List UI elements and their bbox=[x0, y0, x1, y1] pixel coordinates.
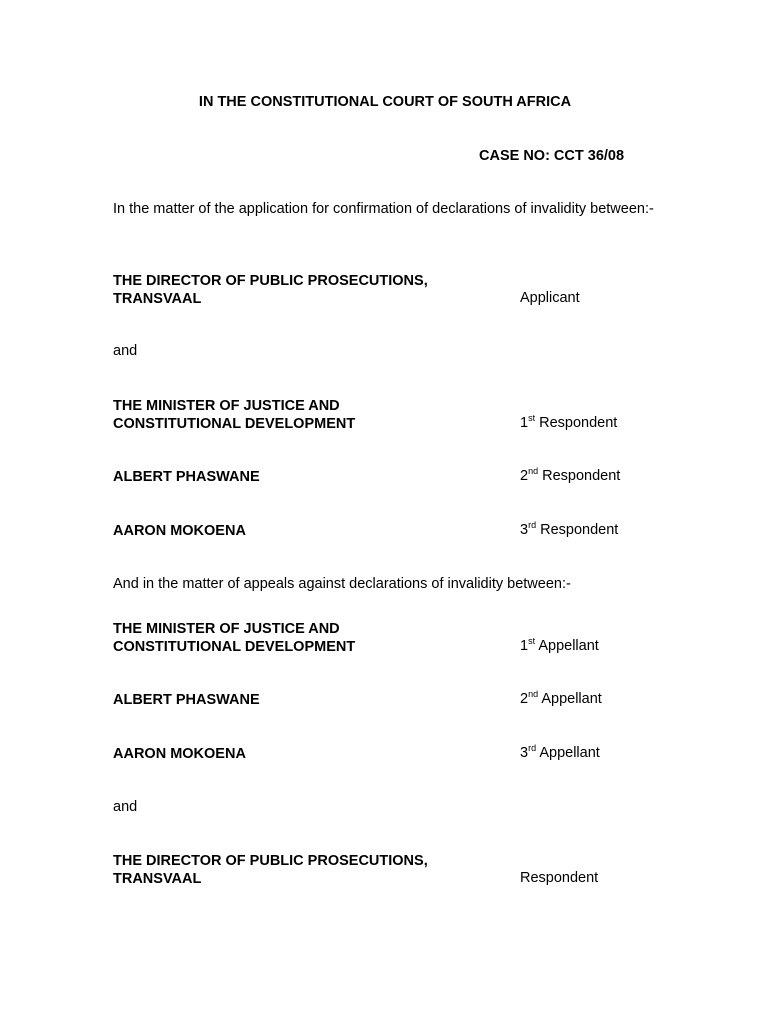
final-respondent-role: Respondent bbox=[520, 870, 599, 886]
ordinal-suffix: st bbox=[528, 636, 536, 646]
respondent-1-name-line1: THE MINISTER OF JUSTICE AND bbox=[113, 398, 340, 414]
applicant-role: Applicant bbox=[520, 290, 580, 306]
ordinal-suffix: rd bbox=[528, 743, 537, 753]
appellant-2-role bbox=[520, 691, 602, 707]
role-label: Appellant bbox=[538, 638, 599, 654]
respondent-2-name: ALBERT PHASWANE bbox=[113, 469, 260, 485]
appellant-1-name-line1: THE MINISTER OF JUSTICE AND bbox=[113, 621, 340, 637]
ordinal-number: 1 bbox=[520, 638, 529, 654]
respondent-1-role bbox=[520, 415, 617, 431]
ordinal-number: 3 bbox=[520, 522, 529, 538]
final-respondent-name-line1: THE DIRECTOR OF PUBLIC PROSECUTIONS, bbox=[113, 853, 428, 869]
ordinal-suffix: nd bbox=[528, 466, 539, 476]
applicant-name-line2: TRANSVAAL bbox=[113, 291, 202, 307]
court-title: IN THE CONSTITUTIONAL COURT OF SOUTH AFRICA bbox=[198, 94, 572, 110]
respondent-3-role bbox=[520, 522, 618, 538]
and-separator: and bbox=[113, 799, 138, 815]
ordinal-suffix: st bbox=[528, 413, 536, 423]
appellant-2-name: ALBERT PHASWANE bbox=[113, 692, 260, 708]
role-label: Respondent bbox=[542, 468, 621, 484]
respondent-1-name bbox=[113, 397, 355, 433]
appellant-3-name: AARON MOKOENA bbox=[113, 746, 246, 762]
ordinal-number: 1 bbox=[520, 415, 529, 431]
final-respondent-name-line2: TRANSVAAL bbox=[113, 871, 202, 887]
final-respondent-name bbox=[113, 852, 428, 888]
applicant-name bbox=[113, 272, 428, 308]
and-separator: and bbox=[113, 343, 138, 359]
role-label: Appellant bbox=[541, 691, 602, 707]
ordinal-number: 2 bbox=[520, 468, 529, 484]
appellant-1-role bbox=[520, 638, 599, 654]
ordinal-number: 2 bbox=[520, 691, 529, 707]
appeals-intro: And in the matter of appeals against declarations of invalidity between:- bbox=[113, 576, 571, 592]
appellant-3-role bbox=[520, 745, 600, 761]
respondent-2-role bbox=[520, 468, 620, 484]
appellant-1-name bbox=[113, 620, 355, 656]
respondent-3-name: AARON MOKOENA bbox=[113, 523, 246, 539]
intro-paragraph: In the matter of the application for confirmation of declarations of invalidity between:- bbox=[113, 201, 654, 217]
role-label: Appellant bbox=[539, 745, 600, 761]
ordinal-number: 3 bbox=[520, 745, 529, 761]
role-label: Respondent bbox=[539, 415, 618, 431]
ordinal-suffix: nd bbox=[528, 689, 539, 699]
case-number: CASE NO: CCT 36/08 bbox=[479, 148, 625, 164]
applicant-name-line1: THE DIRECTOR OF PUBLIC PROSECUTIONS, bbox=[113, 273, 428, 289]
appellant-1-name-line2: CONSTITUTIONAL DEVELOPMENT bbox=[113, 639, 356, 655]
role-label: Respondent bbox=[540, 522, 619, 538]
ordinal-suffix: rd bbox=[528, 520, 537, 530]
respondent-1-name-line2: CONSTITUTIONAL DEVELOPMENT bbox=[113, 416, 356, 432]
